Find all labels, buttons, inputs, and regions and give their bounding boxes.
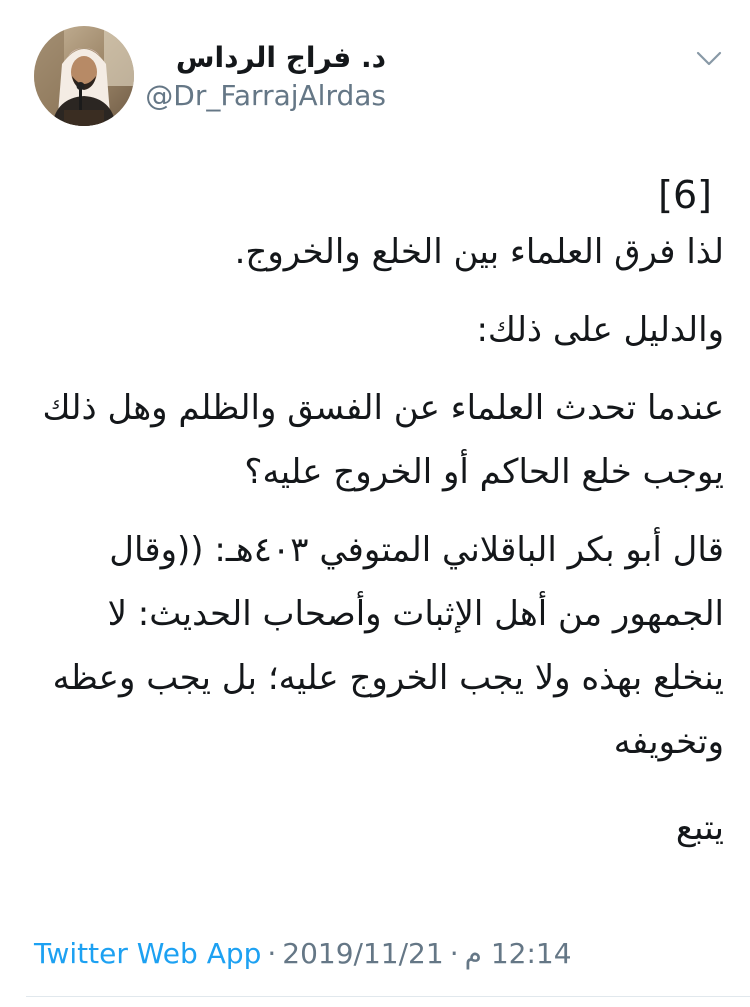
tweet-paragraph bbox=[30, 220, 724, 284]
divider bbox=[26, 996, 750, 997]
separator-dot: · bbox=[267, 937, 277, 970]
tweet-text bbox=[30, 170, 724, 860]
author-display-name[interactable]: د. فراج الرداس bbox=[175, 41, 386, 74]
tweet-header bbox=[0, 0, 750, 150]
tweet-paragraph bbox=[30, 796, 724, 860]
tweet-line: يوجب خلع الحاكم أو الخروج عليه؟ bbox=[244, 452, 724, 492]
tweet-line: عندما تحدث العلماء عن الفسق والظلم وهل ذلك bbox=[42, 388, 724, 428]
tweet-line: قال أبو بكر الباقلاني المتوفي ٤٠٣هـ: ((وقال bbox=[109, 530, 724, 570]
tweet-paragraph bbox=[30, 298, 724, 362]
tweet-meta bbox=[34, 934, 572, 974]
tweet-line: يتبع bbox=[675, 808, 724, 848]
chevron-down-icon[interactable] bbox=[693, 46, 725, 70]
tweet-line: الجمهور من أهل الإثبات وأصحاب الحديث: لا bbox=[107, 594, 724, 634]
tweet-paragraph bbox=[30, 518, 724, 774]
tweet-paragraph bbox=[30, 376, 724, 504]
tweet-line: لذا فرق العلماء بين الخلع والخروج. bbox=[234, 232, 724, 272]
source-link[interactable]: Twitter Web App bbox=[34, 937, 262, 970]
tweet-time[interactable]: 12:14 م bbox=[464, 937, 572, 970]
tweet-line: والدليل على ذلك: bbox=[476, 310, 724, 350]
author-block[interactable] bbox=[145, 40, 386, 114]
separator-dot: · bbox=[449, 937, 459, 970]
tweet-line: وتخويفه bbox=[613, 722, 724, 762]
tweet-date[interactable]: 2019/11/21 bbox=[282, 937, 444, 970]
author-handle[interactable]: @Dr_FarrajAlrdas bbox=[145, 79, 386, 112]
thread-number: [6] bbox=[658, 173, 712, 217]
avatar[interactable] bbox=[34, 26, 134, 126]
tweet-line: ينخلع بهذه ولا يجب الخروج عليه؛ بل يجب وعظه bbox=[52, 658, 724, 698]
